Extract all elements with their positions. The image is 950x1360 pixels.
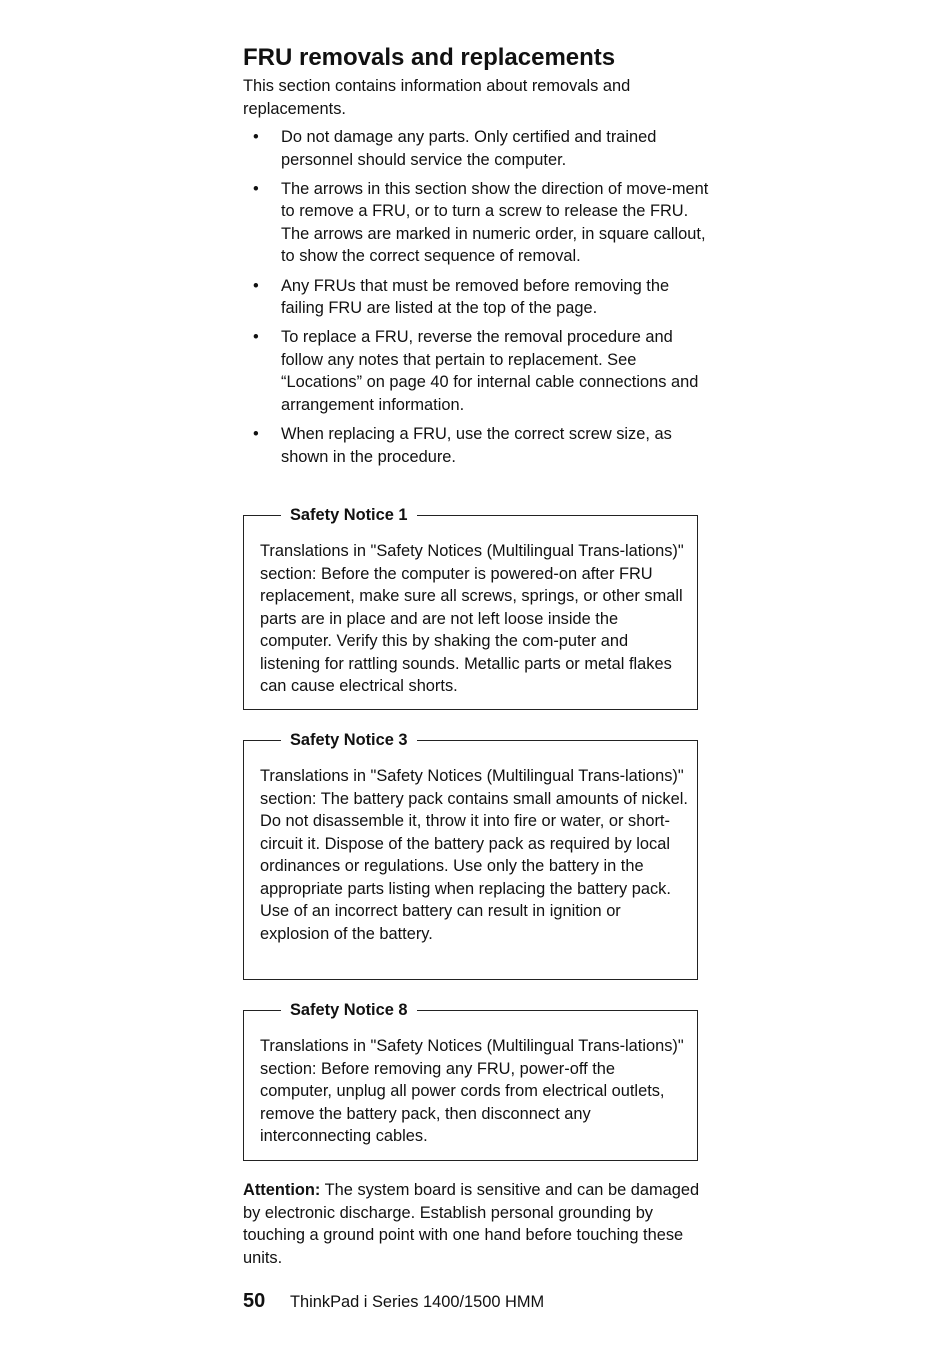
list-item-text: When replacing a FRU, use the correct screw size, as shown in the procedure. [281,425,672,466]
bullet-icon: • [253,425,259,444]
attention-paragraph [243,1179,713,1269]
page-number: 50 [243,1290,266,1312]
list-item [243,126,713,171]
list-item-text: The arrows in this section show the direction of move-ment to remove a FRU, or to turn a screw to release the FRU. The arrows are marked in numeric order, in square callout, to show the correct sequence of removal. [281,179,709,266]
list-item-text: Do not damage any parts. Only certified and trained personnel should service the computer. [281,128,657,169]
safety-notice-title: Safety Notice 1 [281,504,417,526]
attention-text: The system board is sensitive and can be damaged by electronic discharge. Establish personal grounding by touching a ground point with one hand before touching these units. [243,1181,700,1267]
list-item [243,178,713,268]
safety-notice-text: Translations in "Safety Notices (Multilingual Trans-lations)" section: Before the computer is powered-on after FRU replacement, make sure all screws, springs, or other small parts are in place and are not left loose inside the computer. Verify this by shaking the com-puter and listening for rattling sounds. Metallic parts or metal flakes can cause electrical shorts. [260,542,684,695]
safety-notice-1-box [243,506,698,710]
attention-label: Attention: [243,1181,321,1199]
bullet-icon: • [253,179,259,198]
page-footer [243,1290,545,1313]
bullet-list [243,126,713,475]
safety-notice-text: Translations in "Safety Notices (Multilingual Trans-lations)" section: The battery pack contains small amounts of nickel. Do not disassemble it, throw it into fire or water, or short-circuit it. Dispose of the battery pack as required by local ordinances or regulations. Use only the battery in the appropriate parts listing when replacing the battery pack. Use of an incorrect battery can result in ignition or explosion of the battery. [260,767,688,943]
safety-notice-title: Safety Notice 8 [281,999,417,1021]
bullet-icon: • [253,128,259,146]
list-item [243,275,713,320]
page-title: FRU removals and replacements [243,44,616,71]
safety-notice-3-box [243,731,698,980]
safety-notice-8-box [243,1001,698,1161]
bullet-icon: • [253,276,259,295]
book-title: ThinkPad i Series 1400/1500 HMM [290,1293,545,1311]
list-item-text: Any FRUs that must be removed before removing the failing FRU are listed at the top of the page. [281,276,670,318]
list-item-text: To replace a FRU, reverse the removal procedure and follow any notes that pertain to replacement. See “Locations” on page 40 for internal cable connections and arrangement information. [281,328,699,415]
list-item [243,423,713,468]
safety-notice-title: Safety Notice 3 [281,729,417,751]
intro-paragraph: This section contains information about removals and replacements. [243,77,631,118]
bullet-icon: • [253,328,259,347]
safety-notice-text: Translations in "Safety Notices (Multilingual Trans-lations)" section: Before removing any FRU, power-off the computer, unplug all power cords from electrical outlets, remove the battery pack, then disconnect any interconnecting cables. [260,1037,684,1145]
list-item [243,326,713,416]
